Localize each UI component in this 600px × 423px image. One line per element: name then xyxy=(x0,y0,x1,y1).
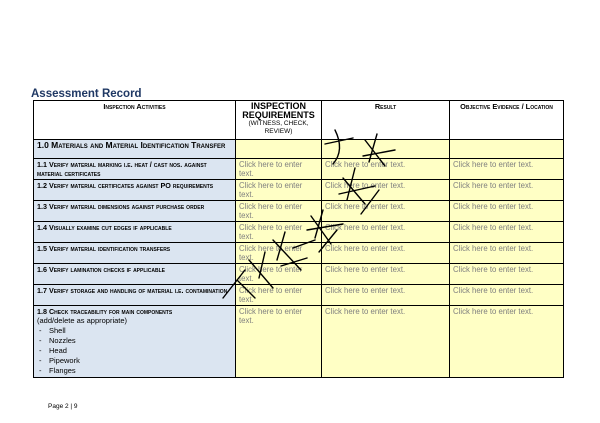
evidence-field[interactable]: Click here to enter text. xyxy=(450,264,564,285)
activity-cell: 1.1 Verify material marking i.e. heat / cast nos. against material certificates xyxy=(34,159,236,180)
requirements-field[interactable]: Click here to enter text. xyxy=(236,180,322,201)
table-row xyxy=(34,306,564,378)
result-field[interactable]: Click here to enter text. xyxy=(322,306,450,378)
activity-cell-components xyxy=(34,306,236,378)
table-row xyxy=(34,222,564,243)
requirements-field[interactable]: Click here to enter text. xyxy=(236,285,322,306)
evidence-field[interactable]: Click here to enter text. xyxy=(450,306,564,378)
table-row xyxy=(34,264,564,285)
requirements-field[interactable]: Click here to enter text. xyxy=(236,222,322,243)
activity-cell: 1.2 Verify material certificates against PO requirements xyxy=(34,180,236,201)
result-field[interactable]: Click here to enter text. xyxy=(322,264,450,285)
evidence-field[interactable]: Click here to enter text. xyxy=(450,201,564,222)
table-row xyxy=(34,180,564,201)
section-req-cell xyxy=(236,140,322,159)
evidence-field[interactable]: Click here to enter text. xyxy=(450,243,564,264)
result-field[interactable]: Click here to enter text. xyxy=(322,201,450,222)
table-row xyxy=(34,243,564,264)
table-row xyxy=(34,285,564,306)
section-evidence-cell xyxy=(450,140,564,159)
header-inspection-activities: Inspection Activities xyxy=(34,101,236,140)
header-row xyxy=(34,101,564,140)
activity-cell: 1.3 Verify material dimensions against purchase order xyxy=(34,201,236,222)
evidence-field[interactable]: Click here to enter text. xyxy=(450,159,564,180)
page-number: Page 2 | 9 xyxy=(48,403,78,410)
list-item: - Shell xyxy=(49,326,232,336)
table-row xyxy=(34,201,564,222)
list-item: - Flanges xyxy=(49,366,232,376)
result-field[interactable]: Click here to enter text. xyxy=(322,285,450,306)
activity-label: 1.8 Check traceability for main components xyxy=(37,307,173,316)
components-list xyxy=(49,326,232,376)
header-objective-evidence: Objective Evidence / Location xyxy=(450,101,564,140)
result-field[interactable]: Click here to enter text. xyxy=(322,180,450,201)
add-delete-note: (add/delete as appropriate) xyxy=(37,316,128,325)
page-heading: Assessment Record xyxy=(31,88,142,100)
assessment-table xyxy=(33,100,564,378)
evidence-field[interactable]: Click here to enter text. xyxy=(450,285,564,306)
requirements-field[interactable]: Click here to enter text. xyxy=(236,306,322,378)
section-row xyxy=(34,140,564,159)
section-result-cell xyxy=(322,140,450,159)
table-row xyxy=(34,159,564,180)
requirements-field[interactable]: Click here to enter text. xyxy=(236,243,322,264)
evidence-field[interactable]: Click here to enter text. xyxy=(450,180,564,201)
activity-cell: 1.7 Verify storage and handling of material i.e. contamination xyxy=(34,285,236,306)
header-requirements-label: INSPECTION REQUIREMENTS xyxy=(242,101,315,120)
requirements-field[interactable]: Click here to enter text. xyxy=(236,159,322,180)
activity-cell: 1.4 Visually examine cut edges if applicable xyxy=(34,222,236,243)
result-field[interactable]: Click here to enter text. xyxy=(322,159,450,180)
header-inspection-requirements xyxy=(236,101,322,140)
requirements-field[interactable]: Click here to enter text. xyxy=(236,201,322,222)
activity-cell: 1.5 Verify material identification transfers xyxy=(34,243,236,264)
activity-cell: 1.6 Verify lamination checks if applicable xyxy=(34,264,236,285)
result-field[interactable]: Click here to enter text. xyxy=(322,222,450,243)
section-title: 1.0 Materials and Material Identification Transfer xyxy=(34,140,236,159)
list-item: - Nozzles xyxy=(49,336,232,346)
requirements-field[interactable]: Click here to enter text. xyxy=(236,264,322,285)
header-requirements-sub: (WITNESS, CHECK, REVIEW) xyxy=(248,120,309,135)
header-result: Result xyxy=(322,101,450,140)
list-item: - Pipework xyxy=(49,356,232,366)
list-item: - Head xyxy=(49,346,232,356)
result-field[interactable]: Click here to enter text. xyxy=(322,243,450,264)
evidence-field[interactable]: Click here to enter text. xyxy=(450,222,564,243)
